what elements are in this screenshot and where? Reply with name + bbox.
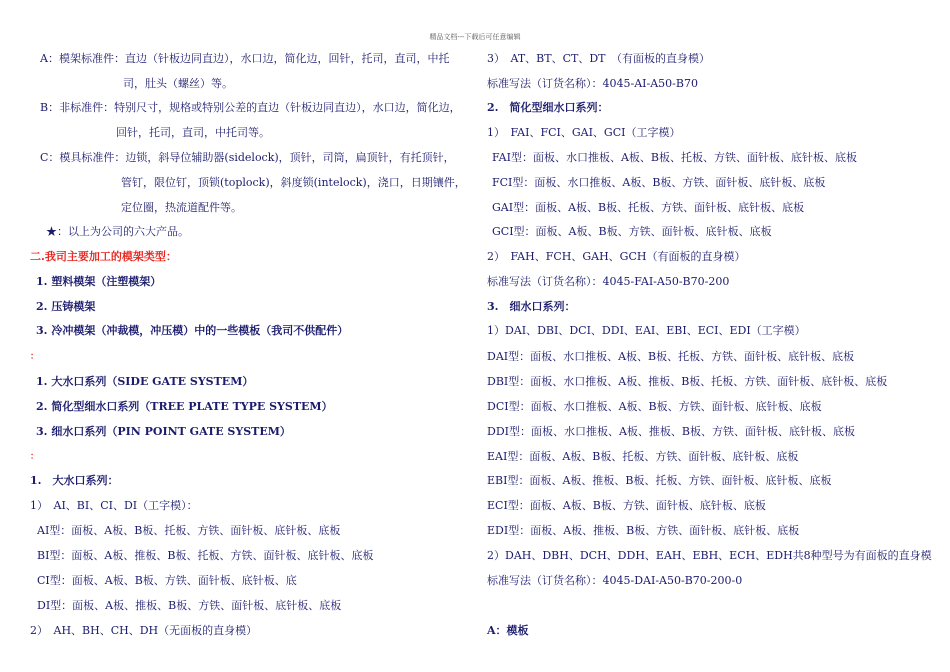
order-format-2: 标准写法（订货名称）：4045-FAI-A50-B70-200 [487,275,730,288]
dci-type: DCI型：面板、水口推板、A板、B板、方铁、面针板、底针板、底板 [487,400,822,413]
system-3: 3. 细水口系列（PIN POINT GATE SYSTEM） [36,425,291,438]
gci-type: GCI型：面板、A板、B板、方铁、面针板、底针板、底板 [492,225,772,238]
system-2: 2. 简化型细水口系列（TREE PLATE TYPE SYSTEM） [36,400,333,413]
pin-gate-item-1: 1）DAI、DBI、DCI、DDI、EAI、EBI、ECI、EDI（工字模） [487,324,806,337]
star-icon: ★ [46,225,57,238]
summary-line [46,225,189,239]
non-standard-parts-line-1: B：非标准件：特别尺寸，规格或特别公差的直边（针板边同直边），水口边，简化边， [40,101,461,114]
ddi-type: DDI型：面板、水口推板、A板、推板、B板、方铁、面针板、底针板、底板 [487,425,856,438]
simplified-pin-gate-heading: 2. 简化型细水口系列： [487,101,609,114]
dbi-type: DBI型：面板、水口推板、A板、推板、B板、托板、方铁、面针板、底针板、底板 [487,375,888,388]
fci-type: FCI型：面板、水口推板、A板、B板、方铁、面针板、底针板、底板 [492,176,826,189]
edi-type: EDI型：面板、A板、推板、B板、方铁、面针板、底针板、底板 [487,524,800,537]
dai-type: DAI型：面板、水口推板、A板、B板、托板、方铁、面针板、底针板、底板 [487,350,855,363]
summary-text: ：以上为公司的六大产品。 [57,225,189,238]
fai-type: FAI型：面板、水口推板、A板、B板、托板、方铁、面针板、底针板、底板 [492,151,857,164]
di-type: DI型：面板、A板、推板、B板、方铁、面针板、底针板、底板 [37,599,342,612]
page-header: 精品文档---下载后可任意编辑 [429,33,521,41]
a-plate-heading: A：模板 [487,624,529,637]
ebi-type: EBI型：面板、A板、推板、B板、托板、方铁、面针板、底针板、底板 [487,474,832,487]
die-standard-parts-line-2: 管钉，限位钉，顶锁(toplock)，斜度锁(intelock)，浇口，日期镶件， [121,176,466,189]
bi-type: BI型：面板、A板、推板、B板、托板、方铁、面针板、底针板、底板 [37,549,374,562]
side-gate-heading: 1. 大水口系列： [30,474,119,487]
ci-type: CI型：面板、A板、B板、方铁、面针板、底针板、底 [37,574,297,587]
pin-gate-item-2: 2）DAH、DBH、DCH、DDH、EAH、EBH、ECH、EDH共8种型号为有面板的直身模 [487,549,932,562]
mold-type-1: 1. 塑料模架（注塑模架） [36,275,162,288]
mold-standard-parts-line-1: A：模架标准件：直边（针板边同直边），水口边，简化边，回针，托司，直司，中托 [40,52,450,65]
order-format-3: 标准写法（订货名称）：4045-DAI-A50-B70-200-0 [487,574,743,587]
list-separator-2: ： [30,452,40,462]
section-2-heading: 二.我司主要加工的模架类型： [30,250,177,263]
eci-type: ECI型：面板、A板、B板、方铁、面针板、底针板、底板 [487,499,766,512]
pin-gate-heading: 3. 细水口系列： [487,300,576,313]
side-gate-item-1: 1） AI、BI、CI、DI（工字模）： [30,499,198,512]
die-standard-parts-line-1: C：模具标准件：边锁，斜导位辅助器(sidelock)，顶针，司筒，扁顶针，有托顶针， [40,151,455,164]
simplified-item-1: 1） FAI、FCI、GAI、GCI（工字模） [487,126,681,139]
gai-type: GAI型：面板、A板、B板、托板、方铁、面针板、底针板、底板 [492,201,805,214]
mold-standard-parts-line-2: 司，肚头（螺丝）等。 [123,77,233,90]
list-separator-1: ： [30,352,40,362]
ai-type: AI型：面板、A板、B板、托板、方铁、面针板、底针板、底板 [37,524,341,537]
mold-type-3: 3. 冷冲模架（冲裁模，冲压模）中的一些模板（我司不供配件） [36,324,349,337]
side-gate-item-2: 2） AH、BH、CH、DH（无面板的直身模） [30,624,258,637]
eai-type: EAI型：面板、A板、B板、托板、方铁、面针板、底针板、底板 [487,450,799,463]
order-format-1: 标准写法（订货名称）：4045-AI-A50-B70 [487,77,698,90]
side-gate-item-3: 3） AT、BT、CT、DT （有面板的直身模） [487,52,711,65]
non-standard-parts-line-2: 回针，托司，直司，中托司等。 [116,126,270,139]
mold-type-2: 2. 压铸模架 [36,300,96,313]
die-standard-parts-line-3: 定位圈，热流道配件等。 [121,201,242,214]
system-1: 1. 大水口系列（SIDE GATE SYSTEM） [36,375,254,388]
simplified-item-2: 2） FAH、FCH、GAH、GCH（有面板的直身模） [487,250,746,263]
